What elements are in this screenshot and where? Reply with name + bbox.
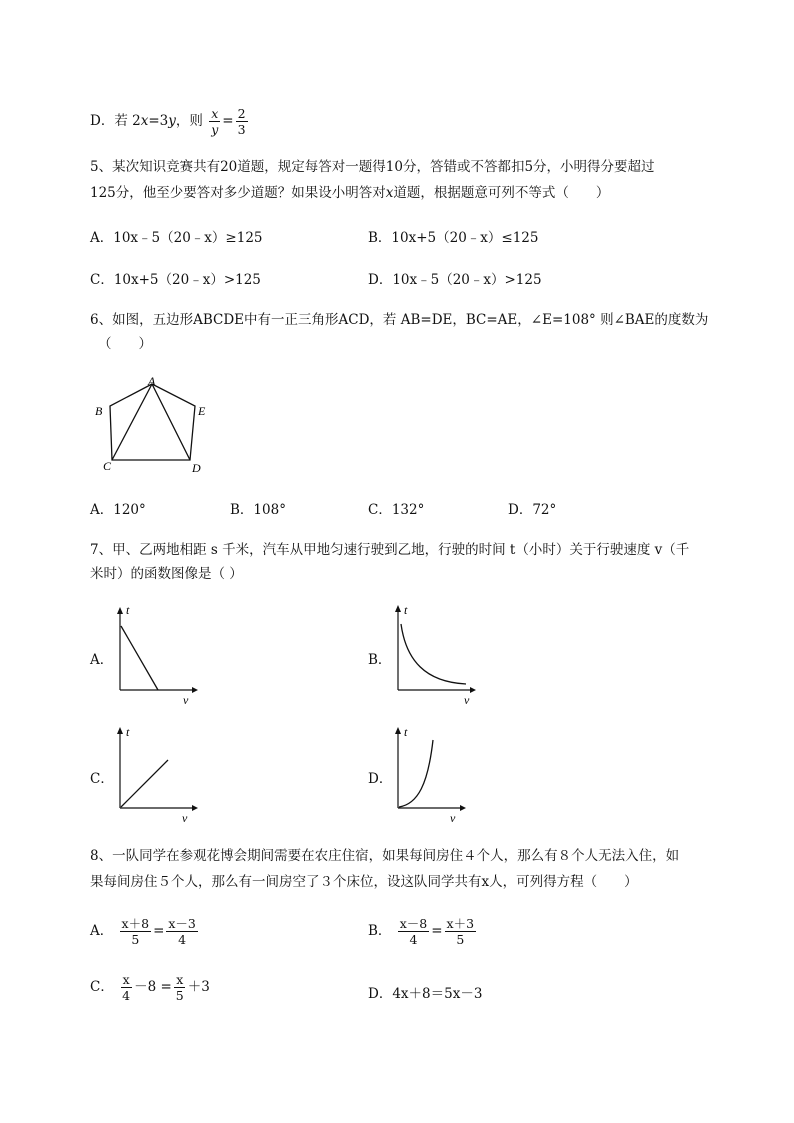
- y-axis-arrow: [117, 727, 123, 734]
- q8-stem-line1: 8、一队同学在参观花博会期间需要在农庄住宿，如果每间房住４个人，那么有８个人无法入住，如: [90, 848, 680, 864]
- q5-line2-a: 125分，他至少要答对多少道题？如果设小明答对: [90, 185, 386, 201]
- q4-frac-den: y: [211, 122, 219, 137]
- q5-option-d[interactable]: D．10x﹣5（20﹣x）>125: [368, 272, 542, 288]
- q8-c-right-fraction: [174, 972, 186, 1003]
- q8-a-label: A．: [90, 923, 114, 939]
- frac-den: 5: [456, 932, 465, 947]
- y-axis-arrow: [395, 605, 401, 612]
- q8-c-tail: ＋3: [187, 979, 210, 995]
- q8-b-label: B．: [368, 923, 392, 939]
- y-axis-arrow: [117, 607, 123, 614]
- q4-fraction-23: [236, 106, 248, 137]
- q6-option-c[interactable]: C．132°: [368, 502, 425, 518]
- frac-den: 5: [131, 932, 140, 947]
- axis-label-v: v: [182, 811, 188, 825]
- q8-a-left-fraction: [120, 916, 152, 947]
- q5-line2-b: 道题，根据题意可列不等式（ ）: [393, 185, 610, 201]
- axis-label-t: t: [126, 725, 130, 739]
- q7-option-a-label[interactable]: A．: [90, 652, 114, 668]
- q7-graph-b[interactable]: [390, 600, 480, 706]
- q4-option-d: [90, 106, 250, 137]
- y-axis-arrow: [395, 727, 401, 734]
- q7-option-d-label[interactable]: D．: [368, 771, 393, 787]
- q8-option-c[interactable]: [90, 972, 210, 1003]
- q4-rhs-num: 2: [237, 106, 246, 121]
- q7-graph-d[interactable]: [390, 722, 480, 826]
- axis-label-t: t: [404, 603, 408, 617]
- q8-b-eq: =: [431, 923, 443, 939]
- frac-den: 5: [175, 988, 184, 1003]
- frac-den: 4: [178, 932, 187, 947]
- q8-a-eq: =: [153, 923, 165, 939]
- q8-option-b[interactable]: [368, 916, 478, 947]
- q5-option-a[interactable]: A．10x﹣5（20﹣x）≥125: [90, 230, 263, 246]
- q8-c-label: C．: [90, 979, 114, 995]
- q8-option-d[interactable]: D．4x＋8＝5x－3: [368, 986, 483, 1002]
- vertex-label-b: B: [95, 404, 103, 418]
- q6-option-a[interactable]: A．120°: [90, 502, 146, 518]
- q7-option-b-label[interactable]: B．: [368, 652, 392, 668]
- q6-pentagon-figure: [88, 372, 228, 478]
- q8-c-left-fraction: [120, 972, 132, 1003]
- axis-label-v: v: [464, 693, 470, 706]
- q6-stem-line2: （ ）: [98, 336, 152, 352]
- x-axis-arrow: [460, 805, 466, 811]
- q8-a-right-fraction: [166, 916, 198, 947]
- q7-stem-line2: 米时）的函数图像是（ ）: [90, 566, 243, 582]
- frac-num: x＋3: [446, 916, 475, 931]
- vertex-label-e: E: [198, 404, 206, 418]
- q6-option-b[interactable]: B．108°: [230, 502, 286, 518]
- q4-frac-num: x: [211, 106, 219, 121]
- frac-num: x－8: [399, 916, 428, 931]
- vertex-label-c: C: [103, 459, 112, 473]
- triangle-side-ad: [152, 384, 190, 460]
- q4-fraction-xy: [209, 106, 220, 137]
- graph-a-line: [121, 626, 158, 690]
- graph-b-curve: [401, 624, 466, 684]
- axis-label-v: v: [183, 693, 189, 706]
- q8-c-mid: －8 =: [134, 979, 172, 995]
- q6-option-d[interactable]: D．72°: [508, 502, 557, 518]
- q4-d-comma: ，则: [175, 113, 203, 129]
- q8-b-right-fraction: [445, 916, 477, 947]
- axis-label-t: t: [404, 725, 408, 739]
- x-axis-arrow: [470, 687, 476, 693]
- graph-d-curve: [399, 740, 433, 807]
- q8-stem-line2: 果每间房住５个人，那么有一间房空了３个床位，设这队同学共有x人，可列得方程（ ）: [90, 874, 638, 890]
- triangle-side-ac: [112, 384, 152, 460]
- q4-d-var1: x: [140, 113, 149, 129]
- q7-option-c-label[interactable]: C．: [90, 771, 114, 787]
- q4-d-prefix: D．若 2: [90, 113, 141, 129]
- frac-den: 4: [122, 988, 131, 1003]
- q5-option-b[interactable]: B．10x+5（20﹣x）≤125: [368, 230, 539, 246]
- axis-label-v: v: [450, 811, 456, 825]
- q4-d-var2: y: [168, 113, 176, 129]
- q8-b-left-fraction: [398, 916, 430, 947]
- q5-line2-var: x: [385, 185, 394, 201]
- axis-label-t: t: [126, 603, 130, 617]
- frac-num: x: [176, 972, 184, 987]
- q5-stem-line1: 5、某次知识竞赛共有20道题，规定每答对一题得10分，答错或不答都扣5分，小明得分要超过: [90, 159, 655, 175]
- q5-stem-line2: [90, 183, 609, 203]
- q8-option-a[interactable]: [90, 916, 200, 947]
- vertex-label-a: A: [148, 374, 156, 388]
- frac-num: x－3: [168, 916, 196, 931]
- frac-num: x: [122, 972, 130, 987]
- q7-graph-a[interactable]: [112, 602, 202, 706]
- q4-d-mid: =3: [148, 113, 169, 129]
- pentagon-shape: [110, 384, 195, 460]
- q7-graph-c[interactable]: [112, 722, 202, 826]
- graph-c-line: [121, 760, 168, 807]
- q6-stem-line1: 6、如图，五边形ABCDE中有一正三角形ACD，若 AB=DE，BC=AE，∠E=108° 则∠BAE的度数为: [90, 312, 709, 328]
- vertex-label-d: D: [192, 461, 201, 475]
- q7-stem-line1: 7、甲、乙两地相距 s 千米，汽车从甲地匀速行驶到乙地，行驶的时间 t（小时）关于行驶速度 v（千: [90, 542, 690, 558]
- x-axis-arrow: [192, 687, 198, 693]
- q4-eq: =: [222, 113, 234, 129]
- frac-den: 4: [409, 932, 418, 947]
- x-axis-arrow: [192, 805, 198, 811]
- q4-rhs-den: 3: [237, 122, 246, 137]
- frac-num: x＋8: [121, 916, 150, 931]
- q5-option-c[interactable]: C．10x+5（20﹣x）>125: [90, 272, 261, 288]
